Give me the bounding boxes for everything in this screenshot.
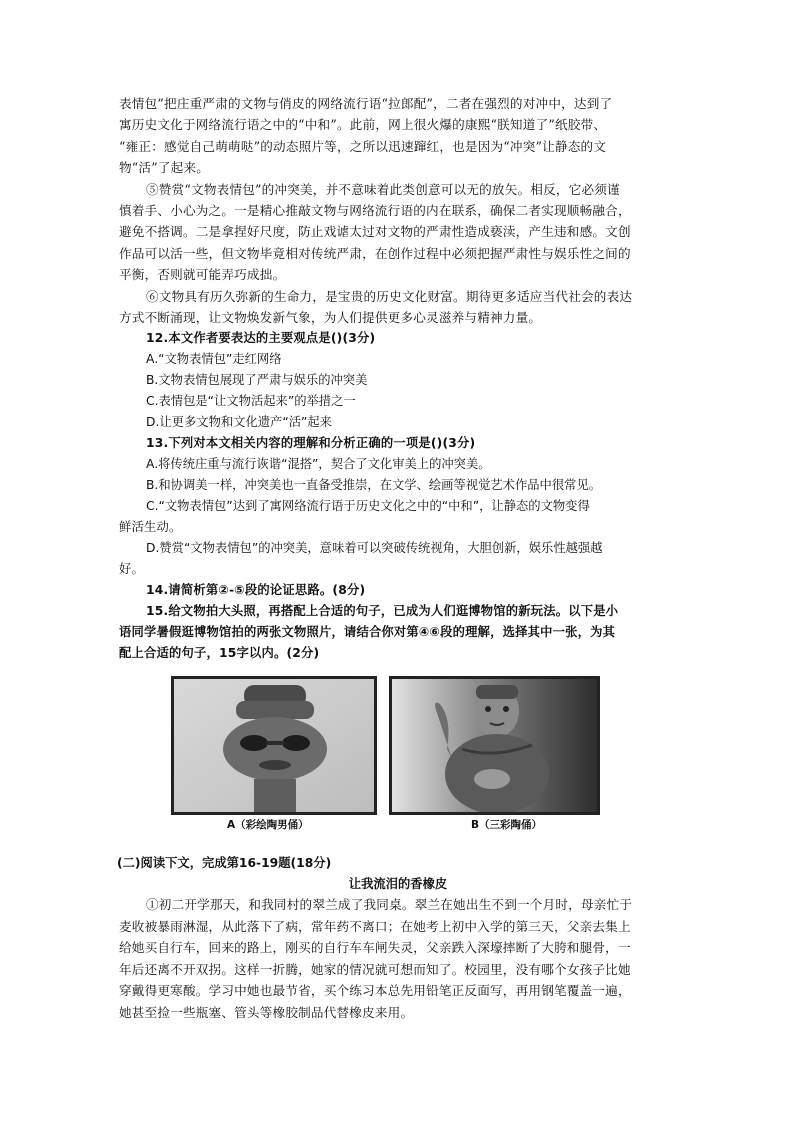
text-line: 作品可以活一些，但文物毕竟相对传统严肃，在创作过程中必须把握严肃性与娱乐性之间的 (119, 245, 631, 261)
text-line: 麦收被暴雨淋湿，从此落下了病，常年药不离口；在她考上初中入学的第三天，父亲去集上 (119, 918, 631, 934)
option-b: B.和协调美一样，冲突美也一直备受推崇，在文学、绘画等视觉艺术作品中很常见。 (146, 478, 602, 493)
text-line: 平衡，否则就可能弄巧成拙。 (119, 267, 286, 283)
text-line: ⑤赞赏“文物表情包”的冲突美，并不意味着此类创意可以无的放矢。相反，它必须谨 (146, 181, 620, 197)
option-b: B.文物表情包展现了严肃与娱乐的冲突美 (146, 373, 368, 388)
option-d: D.让更多文物和文化遗产“活”起来 (146, 415, 332, 430)
question-15 (119, 601, 677, 664)
text-line: 物“活”了起来。 (119, 160, 210, 176)
question-14: 14.请简析第②-⑤段的论证思路。(8分) (146, 583, 366, 598)
exam-page (119, 93, 677, 1023)
section-heading: (二)阅读下文，完成第16-19题(18分) (117, 856, 332, 871)
text-line: 配上合适的句子，15字以内。(2分) (119, 646, 320, 661)
option-a: A.将传统庄重与流行诙谐“混搭”，契合了文化审美上的冲突美。 (146, 457, 491, 472)
text-line: 方式不断涌现，让文物焕发新气象，为人们提供更多心灵滋养与精神力量。 (119, 310, 542, 326)
paragraph-5 (119, 179, 677, 286)
text-line: 寓历史文化于网络流行语之中的“中和”。此前，网上很火爆的康熙“朕知道了”纸胶带、 (119, 117, 607, 133)
passage-top (119, 93, 677, 179)
option-d-continued: 好。 (119, 562, 144, 577)
text-line: 给她买自行车，回来的路上，刚买的自行车车闸失灵，父亲跌入深壕摔断了大胯和腿骨，一 (119, 940, 631, 956)
figurine-b-drawing (392, 679, 597, 812)
option-c: C.“文物表情包”达到了寓网络流行语于历史文化之中的“中和”，让静态的文物变得 (146, 499, 590, 514)
option-c: C.表情包是“让文物活起来”的举措之一 (146, 394, 356, 409)
text-line: “雍正：感觉自己萌萌哒”的动态照片等，之所以迅速蹿红，也是因为“冲突”让静态的文 (119, 138, 607, 154)
text-line: 表情包”把庄重严肃的文物与俏皮的网络流行语“拉郎配”，二者在强烈的对冲中，达到了 (119, 96, 613, 111)
option-a: A.“文物表情包”走红网络 (146, 352, 282, 367)
artifact-photos (119, 676, 677, 848)
text-line: 避免不搭调。二是拿捏好尺度，防止戏谑太过对文物的严肃性造成亵渎，产生违和感。文创 (119, 224, 631, 240)
text-line: 她甚至捡一些瓶塞、管头等橡胶制品代替橡皮来用。 (119, 1004, 414, 1020)
text-line: ⑥文物具有历久弥新的生命力，是宝贵的历史文化财富。期待更多适应当代社会的表达 (146, 288, 633, 304)
paragraph-6 (119, 286, 677, 329)
question-stem: 12.本文作者要表达的主要观点是()(3分) (146, 331, 376, 346)
photo-b-caption: B（三彩陶俑） (471, 819, 543, 832)
option-c-continued: 鲜活生动。 (119, 520, 182, 535)
text-line: 语同学暑假逛博物馆拍的两张文物照片，请结合你对第④⑥段的理解，选择其中一张，为其 (119, 625, 616, 640)
text-line: 慎着手、小心为之。一是精心推敲文物与网络流行语的内在联系，确保二者实现顺畅融合， (119, 203, 631, 219)
option-d: D.赞赏“文物表情包”的冲突美，意味着可以突破传统视角，大胆创新，娱乐性越强越 (146, 541, 603, 556)
text-line: 年后还离不开双拐。这样一折腾，她家的情况就可想而知了。校园里，没有哪个女孩子比她 (119, 961, 631, 977)
photo-a-caption: A（彩绘陶男俑） (227, 819, 309, 832)
question-stem: 13.下列对本文相关内容的理解和分析正确的一项是()(3分) (146, 436, 476, 451)
photo-a-male-figurine (171, 676, 377, 815)
question-13 (119, 433, 677, 580)
text-line: 15.给文物拍大头照，再搭配上合适的句子，已成为人们逛博物馆的新玩法。以下是小 (146, 604, 619, 619)
text-line: ①初二开学那天，和我同村的翠兰成了我同桌。翠兰在她出生不到一个月时，母亲忙于 (146, 897, 633, 913)
question-12 (119, 328, 677, 433)
story-paragraph-1 (119, 894, 677, 1022)
text-line: 穿戴得更寒酸。学习中她也最节省，买个练习本总先用铅笔正反面写，再用钢笔覆盖一遍， (119, 983, 631, 999)
photo-b-sancai-figurine (389, 676, 600, 815)
story-title: 让我流泪的香橡皮 (348, 876, 448, 892)
figurine-a-drawing (174, 679, 374, 812)
